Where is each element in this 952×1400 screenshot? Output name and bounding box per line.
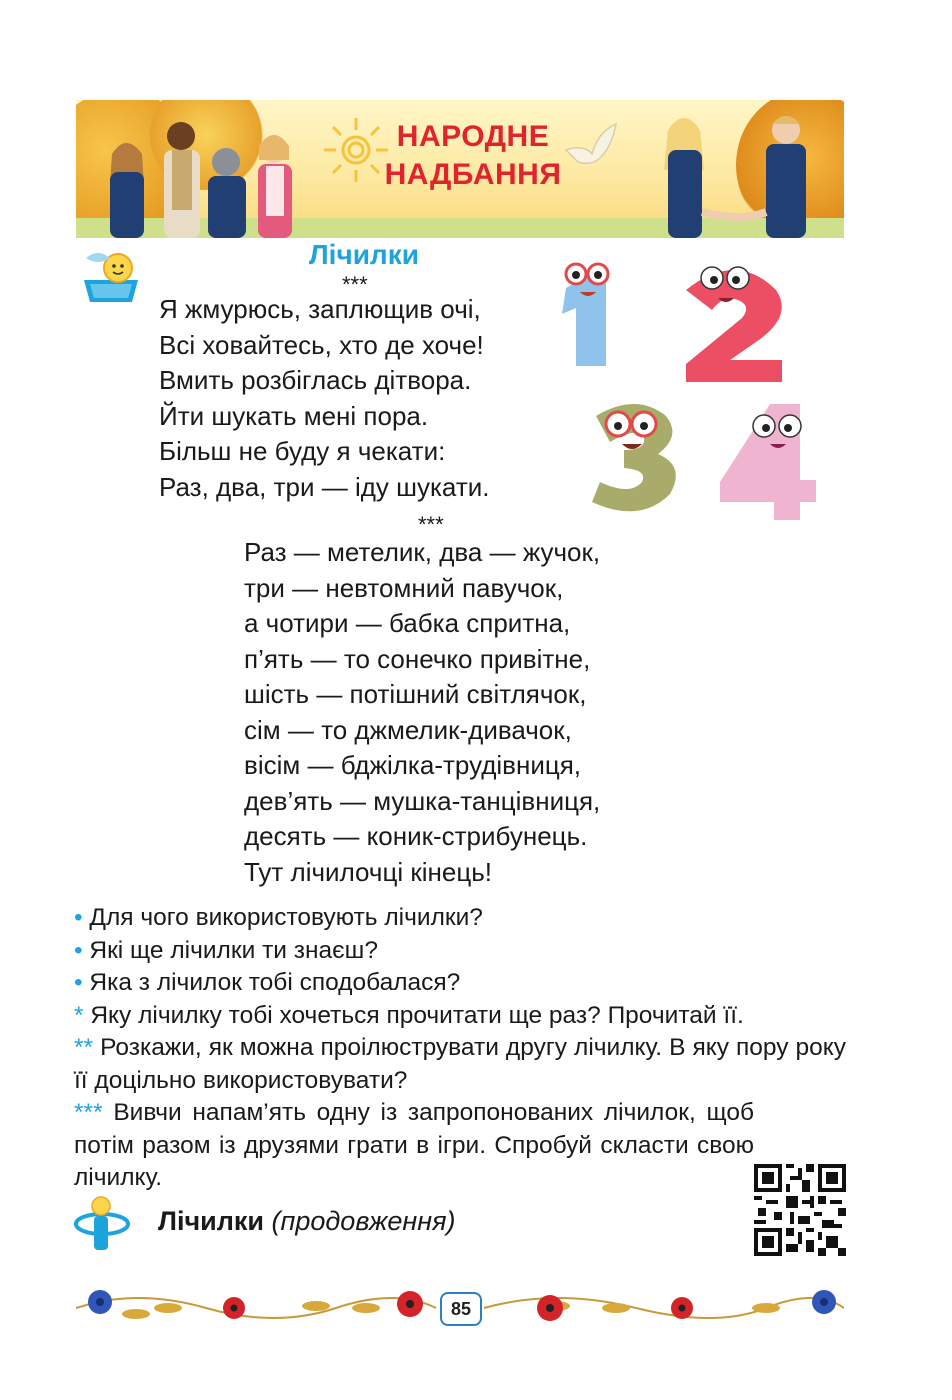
poem-1 (159, 292, 489, 505)
poem1-line: Всі ховайтесь, хто де хоче! (159, 329, 484, 360)
page-number: 85 (440, 1292, 482, 1326)
poem1-line: Раз, два, три — іду шукати. (159, 471, 490, 502)
qr-code[interactable] (754, 1164, 846, 1256)
number-two-character (686, 267, 782, 382)
question-text: Яка з лічилок тобі сподобалася? (89, 969, 461, 996)
poem1-line: Йти шукать мені пора. (159, 400, 429, 431)
banner-title-line1: НАРОДНЕ (396, 120, 550, 153)
bullet-icon: • (74, 904, 83, 931)
poem2-line: три — невтомний павучок, (244, 572, 564, 603)
number-three-character (592, 404, 676, 511)
poem2-line: шість — потішний світлячок, (244, 679, 587, 709)
poem2-line: Раз — метелик, два — жучок, (244, 537, 601, 567)
poem1-line: Вмить розбіглась дітвора. (159, 365, 472, 395)
dove-icon (560, 120, 620, 170)
svg-text:1: 1 (587, 365, 589, 367)
question-item (74, 935, 846, 968)
task-item (74, 1097, 754, 1195)
question-text: Які ще лічилки ти знаєш? (89, 936, 378, 964)
task-item (74, 1000, 846, 1033)
number-characters-illustration (536, 248, 848, 520)
header-banner (76, 100, 844, 238)
task-text: Яку лічилку тобі хочеться прочитати ще раз? Прочитай її. (90, 1001, 744, 1029)
reading-sun-icon (76, 244, 146, 306)
continuation-link[interactable] (158, 1204, 456, 1238)
poem2-line: сім — то джмелик-дивачок, (244, 714, 572, 745)
cornflower-icon (812, 1290, 836, 1314)
cornflower-icon (88, 1290, 112, 1314)
number-one-character (562, 264, 608, 367)
number-four-character (720, 404, 816, 520)
poem2-line: дев’ять — мушка-танцівниця, (244, 785, 601, 816)
task-text: Розкажи, як можна проілюструвати другу лічилку. В яку пору року її доцільно використовувати? (74, 1034, 846, 1094)
continuation-note: (продовження) (271, 1206, 456, 1236)
poem2-line: вісім — бджілка-трудівниця, (244, 750, 582, 780)
question-item (74, 967, 846, 1000)
difficulty-marker: ** (74, 1034, 94, 1061)
question-item (74, 902, 846, 935)
poem2-stars: *** (418, 512, 444, 537)
poem2-line: Тут лічилочці кінець! (244, 856, 492, 887)
poem1-stars: *** (342, 272, 368, 297)
poem1-line: Я жмурюсь, заплющив очі, (159, 294, 481, 324)
question-text: Для чого використовують лічилки? (89, 904, 483, 931)
bullet-icon: • (74, 936, 83, 964)
difficulty-marker: *** (74, 1099, 103, 1126)
poem-2 (244, 535, 600, 890)
banner-title (378, 118, 568, 194)
poem1-line: Більш не буду я чекати: (159, 436, 446, 466)
poem2-line: десять — коник-стрибунець. (244, 821, 588, 851)
poem2-line: а чотири — бабка спритна, (244, 608, 571, 638)
difficulty-marker: * (74, 1001, 84, 1029)
section-title: Лічилки (309, 239, 419, 270)
bullet-icon: • (74, 969, 83, 996)
poem2-line: п’ять — то сонечко привітне, (244, 643, 591, 674)
info-icon (72, 1194, 132, 1256)
children-illustration-left (76, 110, 336, 238)
banner-title-line2: НАДБАННЯ (384, 158, 562, 191)
children-illustration-right (636, 100, 844, 238)
questions-block (74, 902, 846, 1195)
task-text: Вивчи напам’ять одну із запропонованих лічилок, щоб потім разом із друзями грати в ігри. Спробуй скласти свою лічилку. (74, 1099, 754, 1191)
continuation-title: Лічилки (158, 1206, 264, 1236)
task-item (74, 1032, 846, 1097)
